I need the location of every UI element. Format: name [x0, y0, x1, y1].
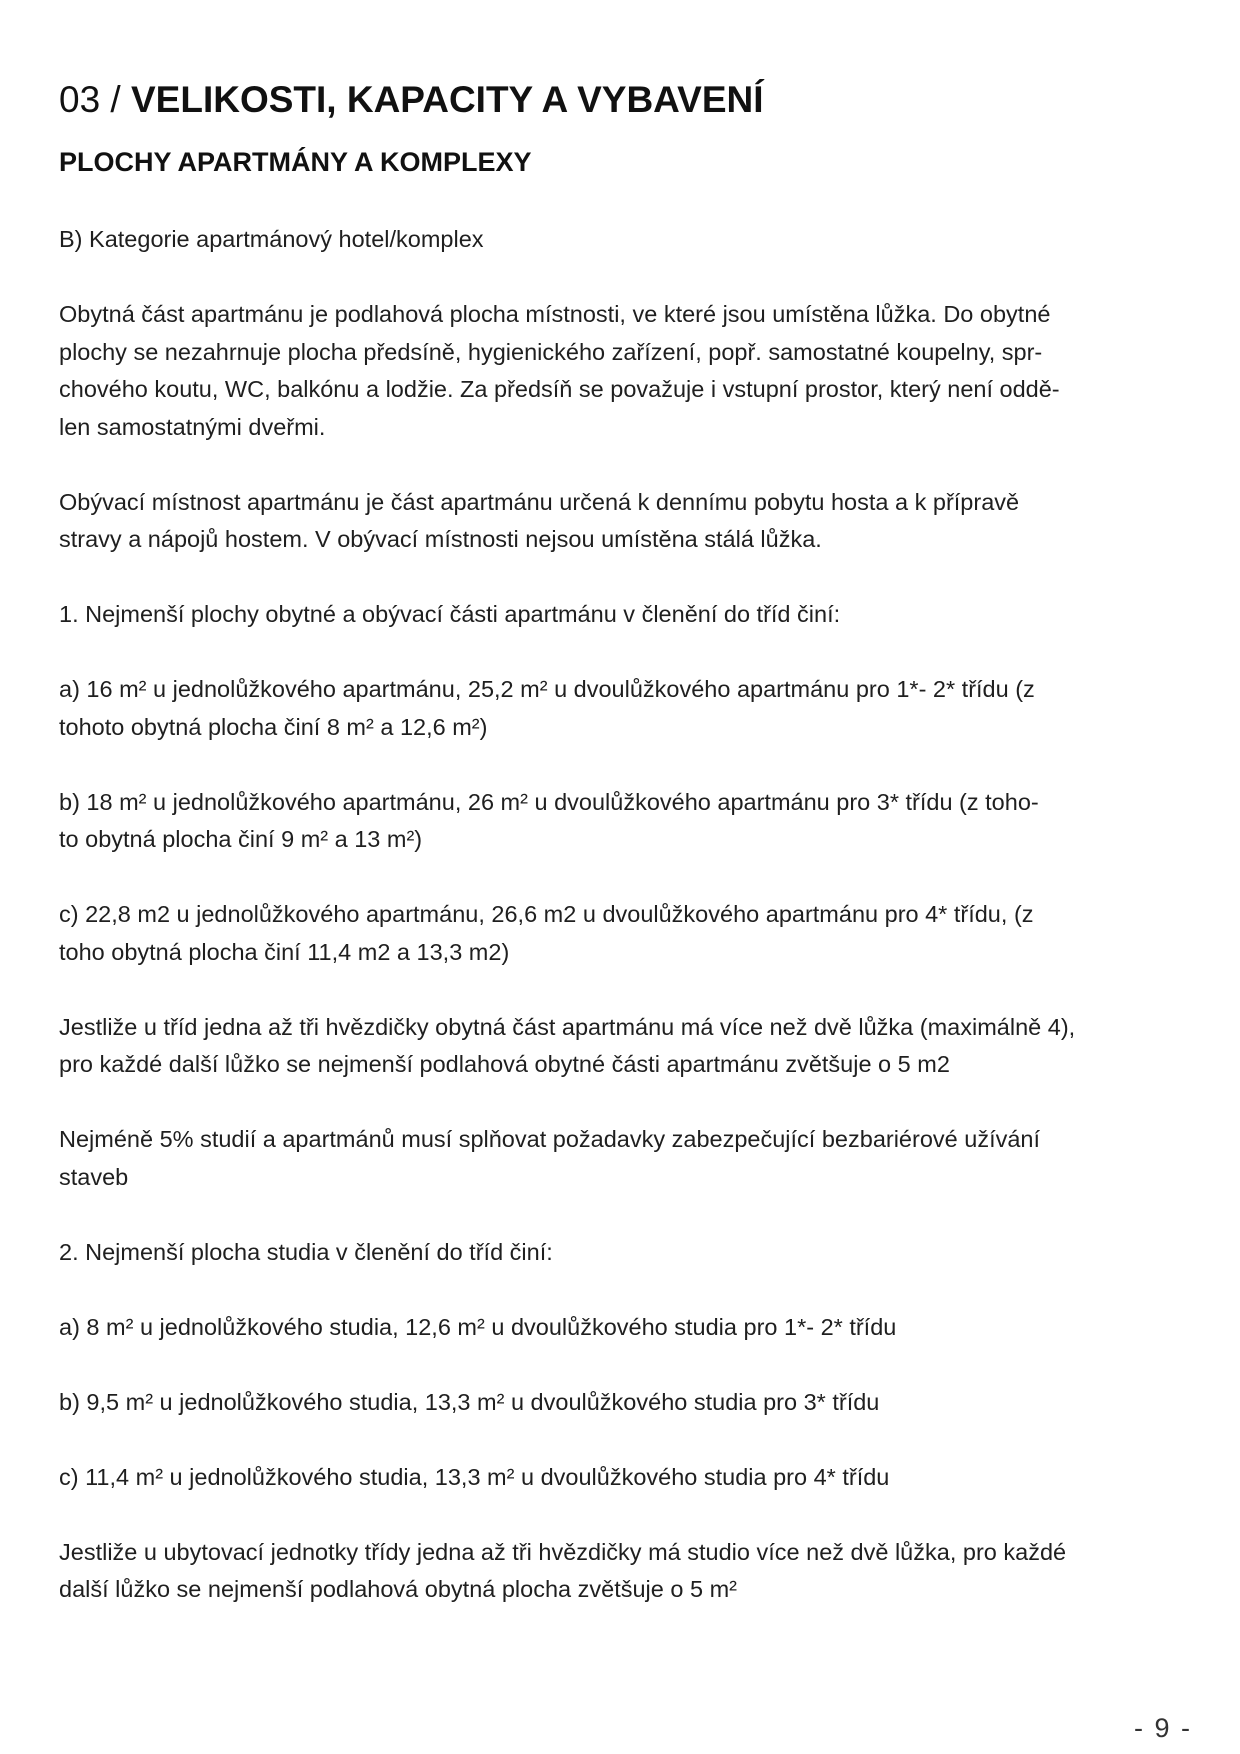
text-line: to obytná plocha činí 9 m² a 13 m²) [59, 826, 423, 852]
paragraph [59, 671, 1189, 746]
text-line: Nejméně 5% studií a apartmánů musí splňovat požadavky zabezpečující bezbariérové užívání [59, 1126, 1041, 1152]
paragraph [59, 896, 1189, 971]
paragraph [59, 484, 1189, 559]
section-number: 03 / [59, 79, 121, 120]
text-line: a) 8 m² u jednolůžkového studia, 12,6 m² u dvoulůžkového studia pro 1*- 2* třídu [59, 1313, 897, 1340]
text-line: stravy a nápojů hostem. V obývací místnosti nejsou umístěna stálá lůžka. [59, 526, 822, 552]
text-line: pro každé další lůžko se nejmenší podlahová obytné části apartmánu zvětšuje o 5 m2 [59, 1051, 950, 1077]
text-line: b) 9,5 m² u jednolůžkového studia, 13,3 m² u dvoulůžkového studia pro 3* třídu [59, 1388, 880, 1415]
text-line: chového koutu, WC, balkónu a lodžie. Za předsíň se považuje i vstupní prostor, který není oddě- [59, 376, 1060, 402]
paragraph [59, 1459, 1189, 1497]
text-line: a) 16 m² u jednolůžkového apartmánu, 25,2 m² u dvoulůžkového apartmánu pro 1*- 2* třídu (z [59, 676, 1035, 702]
text-line: 1. Nejmenší plochy obytné a obývací části apartmánu v členění do tříd činí: [59, 601, 841, 627]
text-line: len samostatnými dveřmi. [59, 413, 326, 440]
page-title [59, 76, 764, 124]
text-line: b) 18 m² u jednolůžkového apartmánu, 26 m² u dvoulůžkového apartmánu pro 3* třídu (z toho- [59, 788, 1039, 815]
text-line: toho obytná plocha činí 11,4 m2 a 13,3 m2) [59, 938, 510, 965]
paragraph [59, 596, 1189, 634]
text-line: Obývací místnost apartmánu je část apartmánu určená k dennímu pobytu hosta a k přípravě [59, 488, 1020, 515]
text-line: Jestliže u tříd jedna až tři hvězdičky obytná část apartmánu má více než dvě lůžka (maximálně 4), [59, 1013, 1076, 1040]
text-line: Jestliže u ubytovací jednotky třídy jedna až tři hvězdičky má studio více než dvě lůžka, pro každé [59, 1538, 1067, 1565]
paragraph [59, 1309, 1189, 1347]
paragraph [59, 296, 1189, 446]
paragraph [59, 1121, 1189, 1196]
page-number: - 9 - [1133, 1713, 1192, 1743]
paragraph [59, 1384, 1189, 1422]
paragraph [59, 784, 1189, 859]
section-title: VELIKOSTI, KAPACITY A VYBAVENÍ [131, 79, 764, 120]
text-line: B) Kategorie apartmánový hotel/komplex [59, 226, 484, 252]
text-line: další lůžko se nejmenší podlahová obytná plocha zvětšuje o 5 m² [59, 1576, 737, 1602]
paragraph [59, 1534, 1189, 1609]
text-line: c) 22,8 m2 u jednolůžkového apartmánu, 26,6 m2 u dvoulůžkového apartmánu pro 4* třídu, (z [59, 901, 1034, 927]
text-line: tohoto obytná plocha činí 8 m² a 12,6 m²) [59, 713, 488, 740]
text-line: plochy se nezahrnuje plocha předsíně, hygienického zařízení, popř. samostatné koupelny, spr- [59, 338, 1043, 365]
text-line: c) 11,4 m² u jednolůžkového studia, 13,3 m² u dvoulůžkového studia pro 4* třídu [59, 1463, 890, 1490]
text-line: Obytná část apartmánu je podlahová plocha místnosti, ve které jsou umístěna lůžka. Do obytné [59, 301, 1051, 327]
text-line: 2. Nejmenší plocha studia v členění do tříd činí: [59, 1238, 553, 1265]
paragraph [59, 221, 1189, 259]
paragraph [59, 1009, 1189, 1084]
text-line: staveb [59, 1163, 129, 1190]
page-subtitle: PLOCHY APARTMÁNY A KOMPLEXY [59, 147, 532, 177]
paragraph [59, 1234, 1189, 1272]
document-body [59, 221, 1189, 1646]
